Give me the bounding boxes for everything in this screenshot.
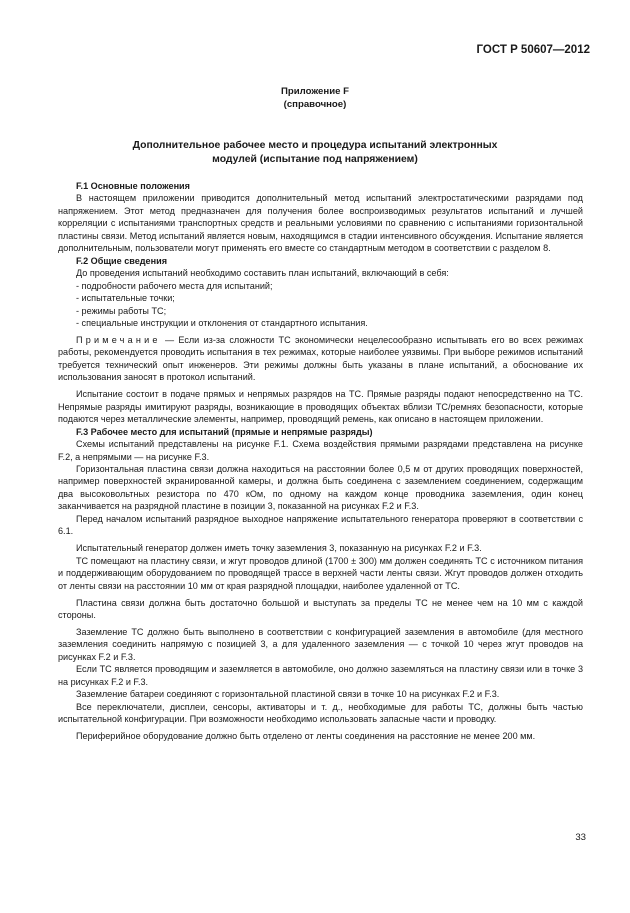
list-item: - подробности рабочего места для испытаний;	[76, 280, 273, 291]
standard-header: ГОСТ Р 50607—2012	[476, 44, 590, 56]
section-f3-paragraph: Перед началом испытаний разрядное выходное напряжение испытательного генератора проверяют в соответствии с 6.1.	[58, 513, 583, 537]
section-f3-paragraph: Схемы испытаний представлены на рисунке F.1. Схема воздействия прямыми разрядами представлена на рисунке F.2, а непрямыми — на рисунке F.3.	[58, 439, 583, 462]
note-label: Примечание	[76, 334, 161, 345]
page-number: 33	[575, 832, 586, 843]
section-f3-paragraph: Заземление батареи соединяют с горизонтальной пластиной связи в точке 10 на рисунках F.2 и F.3.	[76, 689, 500, 700]
main-title-line2: модулей (испытание под напряжением)	[212, 153, 418, 165]
section-f3-paragraph: Все переключатели, дисплеи, сенсоры, активаторы и т. д., необходимые для работы ТС, должны быть частью испытательной конфигурации. При возможности необходимо использовать запасные части и проводку.	[58, 701, 583, 725]
appendix-heading	[0, 85, 630, 111]
list-item: - испытательные точки;	[76, 293, 175, 304]
section-f3-paragraph: Пластина связи должна быть достаточно большой и выступать за пределы ТС не менее чем на 10 мм с каждой стороны.	[58, 597, 583, 620]
section-f2-paragraph: Испытание состоит в подаче прямых и непрямых разрядов на ТС. Прямые разряды подают непосредственно на ТС. Непрямые разряды имитируют разряды, возникающие в проводящих объектах вблизи ТС/ремнях безопасности, которые подаются через металлические элементы, например, проводящий ремень, как описано в настоящем приложении.	[58, 389, 583, 425]
section-f3-paragraph: Периферийное оборудование должно быть отделено от ленты соединения на расстояние не менее 200 мм.	[76, 731, 536, 742]
section-f2-intro: До проведения испытаний необходимо составить план испытаний, включающий в себя:	[76, 268, 449, 279]
document-body	[58, 180, 583, 742]
appendix-subtitle: (справочное)	[283, 99, 347, 110]
section-f3-paragraph: Если ТС является проводящим и заземляется в автомобиле, оно должно заземляться на пластину связи или в точке 3 на рисунках F.2 и F.3.	[58, 664, 583, 687]
main-title-line1: Дополнительное рабочее место и процедура испытаний электронных	[132, 140, 498, 151]
section-f3-paragraph: ТС помещают на пластину связи, и жгут проводов длиной (1700 ± 300) мм должен соединять ТС с источником питания и поддерживающим оборудованием по проводящей трассе в верхней части ленты связи. Жгут проводов должен отходить от ленты связи на расстоянии 10 мм от края разрядной площадки, наиболее удаленной от ТС.	[58, 555, 583, 591]
section-f3-heading: F.3 Рабочее место для испытаний (прямые и непрямые разряды)	[76, 426, 373, 437]
list-item: - специальные инструкции и отклонения от стандартного испытания.	[76, 317, 368, 328]
section-f3-paragraph: Испытательный генератор должен иметь точку заземления 3, показанную на рисунках F.2 и F.3.	[76, 543, 482, 554]
note-text: — Если из-за сложности ТС экономически нецелесообразно испытывать его во всех режимах работы, рекомендуется проводить испытания в тех режимах, которые наиболее уязвимы. При выборе режимов испытаний требуется технический опыт инженеров. Эти режимы должны быть указаны в плане испытаний, а обоснование их использования заносят в протокол испытаний.	[58, 334, 583, 383]
section-f3-paragraph: Горизонтальная пластина связи должна находиться на расстоянии более 0,5 м от других проводящих поверхностей, например поверхностей экранированной камеры, и должна быть соединена с заземлением соединением, содержащим два высоковольтных резистора по 470 кОм, по одному на каждом конце проводника заземления, один конец заканчивается на разрядной пластине в позиции 3, показанной на рисунках F.2 и F.3.	[58, 463, 583, 512]
section-f1-heading: F.1 Основные положения	[76, 181, 190, 191]
note-paragraph	[58, 334, 583, 384]
list-item: - режимы работы ТС;	[76, 305, 167, 316]
section-f3-paragraph: Заземление ТС должно быть выполнено в соответствии с конфигурацией заземления в автомобиле (для местного заземления соединить напрямую с позицией 3, а для удаленного заземления — с точкой 10 через жгут проводов на рисунках F.2 и F.3.	[58, 626, 583, 662]
appendix-title: Приложение F	[281, 86, 349, 97]
main-title	[0, 139, 630, 166]
section-f1-paragraph: В настоящем приложении приводится дополнительный метод испытаний электростатическими разрядами под напряжением. Этот метод предназначен для получения более воспроизводимых результатов испытаний и лучшей корреляции с испытаниями транспортных средств и реальными условиями по сравнению с испытаниями горизонтальной пластины связи. Метод испытаний является новым, находящимся в стадии интенсивного обсуждения. Испытание является дополнительным, пользователи могут применять его вместе со стандартным методом в соответствии с разделом 8.	[58, 193, 583, 254]
section-f2-heading: F.2 Общие сведения	[76, 255, 167, 266]
